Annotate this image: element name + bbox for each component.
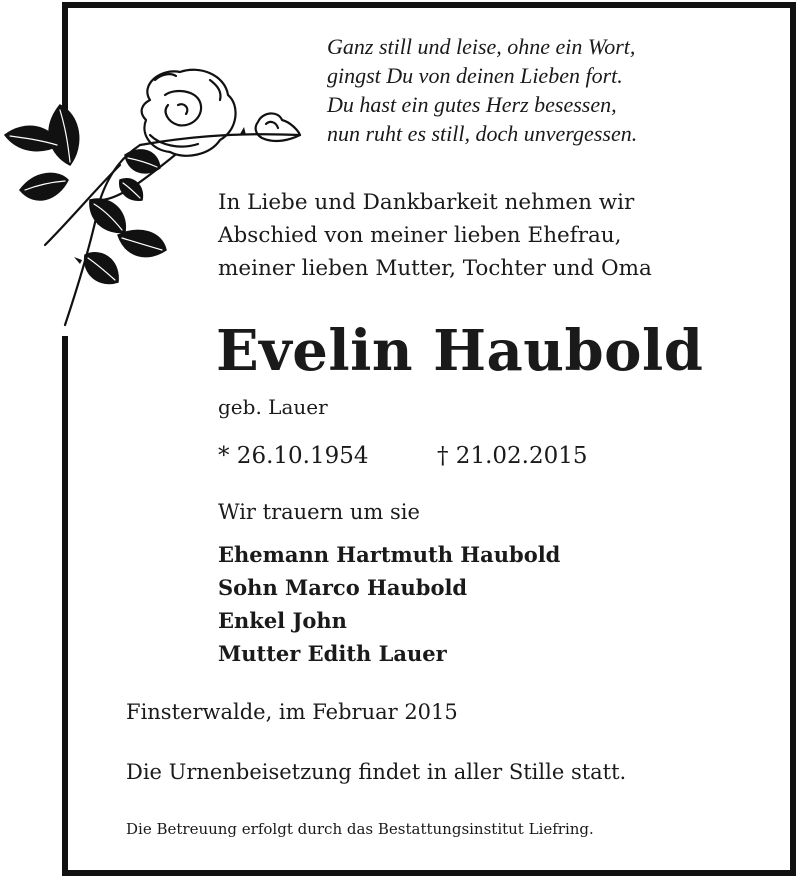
death-date: † 21.02.2015 — [437, 443, 588, 469]
intro-line: In Liebe und Dankbarkeit nehmen wir — [218, 190, 635, 215]
poem-line: Ganz still und leise, ohne ein Wort, — [327, 34, 636, 59]
maiden-name: geb. Lauer — [218, 395, 328, 419]
poem-line: nun ruht es still, doch unvergessen. — [327, 121, 638, 146]
intro-line: meiner lieben Mutter, Tochter und Oma — [218, 256, 652, 281]
burial-note: Die Urnenbeisetzung findet in aller Stille statt. — [126, 760, 627, 784]
poem-line: Du hast ein gutes Herz besessen, — [327, 92, 617, 117]
intro-line: Abschied von meiner lieben Ehefrau, — [218, 223, 622, 248]
mourner-name: Sohn Marco Haubold — [218, 575, 468, 600]
mourner-name: Mutter Edith Lauer — [218, 641, 447, 666]
deceased-name: Evelin Haubold — [216, 318, 704, 384]
poem-line: gingst Du von deinen Lieben fort. — [327, 63, 623, 88]
care-note: Die Betreuung erfolgt durch das Bestattungsinstitut Liefring. — [126, 820, 594, 838]
mourner-name: Enkel John — [218, 608, 347, 633]
mourners-heading: Wir trauern um sie — [218, 500, 420, 524]
birth-date: * 26.10.1954 — [218, 443, 369, 469]
mourner-name: Ehemann Hartmuth Haubold — [218, 542, 561, 567]
place-date: Finsterwalde, im Februar 2015 — [126, 700, 458, 724]
